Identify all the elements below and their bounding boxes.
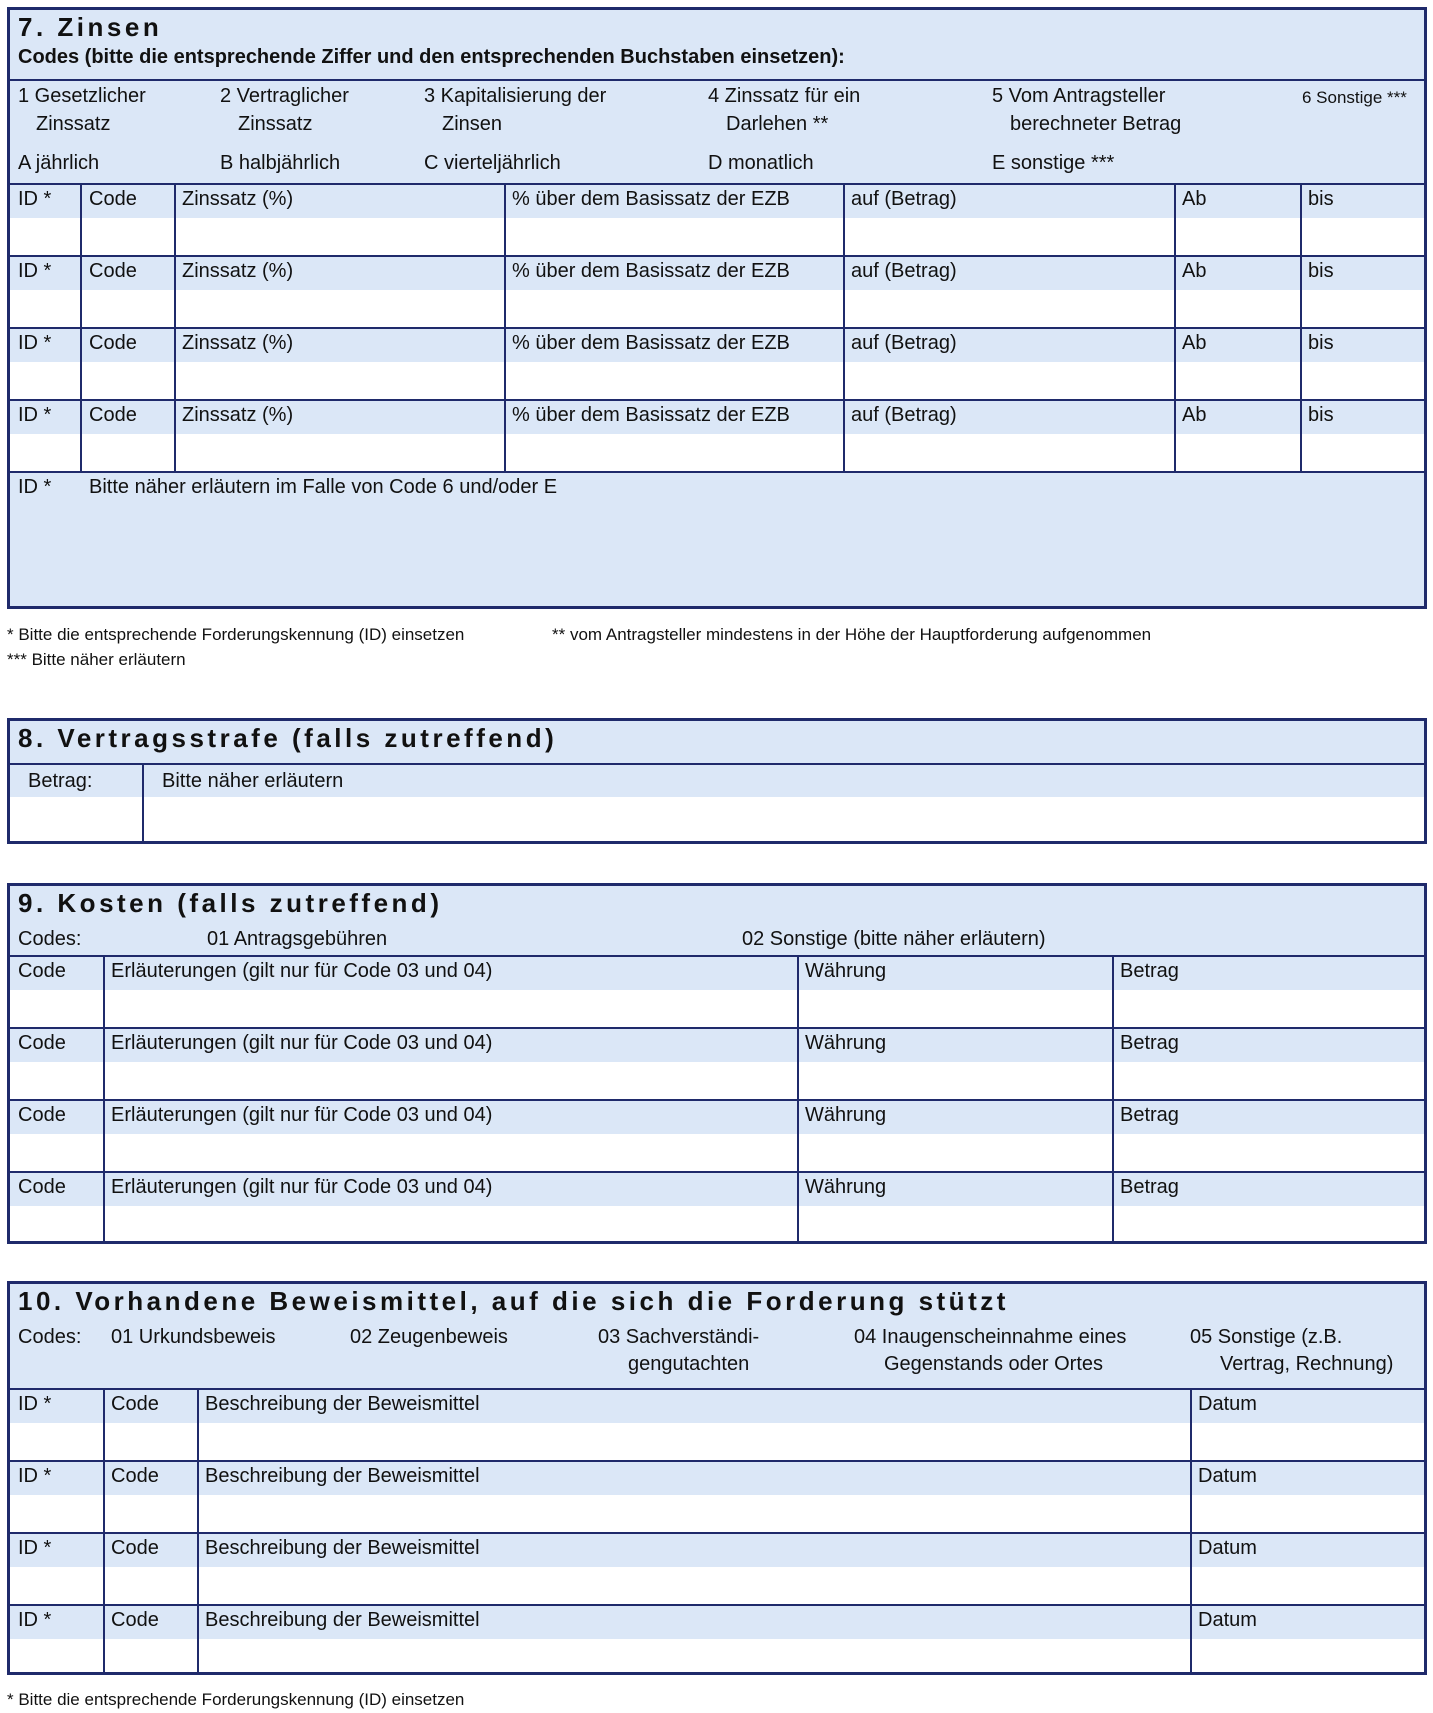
interest-from-field-4[interactable]: Ab — [1182, 404, 1207, 426]
penalty-explain-field[interactable]: Bitte näher erläutern — [162, 770, 344, 792]
interest-amount-field-3[interactable]: auf (Betrag) — [851, 332, 957, 354]
code-e: E sonstige *** — [992, 152, 1115, 174]
evidence-code-field-3[interactable]: Code — [111, 1537, 159, 1559]
interest-id-field-1[interactable]: ID * — [18, 188, 52, 210]
interest-ecb-field-2[interactable]: % über dem Basissatz der EZB — [512, 260, 790, 282]
interest-to-field-2[interactable]: bis — [1308, 260, 1334, 282]
evidence-code-3-line1: 03 Sachverständi- — [598, 1326, 760, 1348]
footnote-loan: ** vom Antragsteller mindestens in der Höhe der Hauptforderung aufgenommen — [552, 625, 1152, 644]
code-c: C vierteljährlich — [424, 152, 561, 174]
section-8-penalty — [7, 718, 1427, 844]
code-2-line1: 2 Vertraglicher — [220, 85, 349, 107]
footnote-evidence-id: * Bitte die entsprechende Forderungskennung (ID) einsetzen — [7, 1690, 465, 1709]
evidence-code-4-line1: 04 Inaugenscheinnahme eines — [854, 1326, 1127, 1348]
evidence-description-field-1[interactable]: Beschreibung der Beweismittel — [205, 1393, 480, 1415]
interest-id-field-2[interactable]: ID * — [18, 260, 52, 282]
code-4-line1: 4 Zinssatz für ein — [708, 85, 861, 107]
code-b: B halbjährlich — [220, 152, 341, 174]
cost-explain-field-2[interactable]: Erläuterungen (gilt nur für Code 03 und 04) — [111, 1032, 493, 1054]
cost-code-field-4[interactable]: Code — [18, 1176, 66, 1198]
evidence-description-field-3[interactable]: Beschreibung der Beweismittel — [205, 1537, 480, 1559]
interest-from-field-2[interactable]: Ab — [1182, 260, 1207, 282]
interest-rate-field-1[interactable]: Zinssatz (%) — [182, 188, 294, 210]
footnote-id: * Bitte die entsprechende Forderungskennung (ID) einsetzen — [7, 625, 465, 644]
interest-from-field-1[interactable]: Ab — [1182, 188, 1207, 210]
interest-amount-field-4[interactable]: auf (Betrag) — [851, 404, 957, 426]
code-5-line1: 5 Vom Antragsteller — [992, 85, 1166, 107]
interest-code-field-3[interactable]: Code — [89, 332, 137, 354]
evidence-id-field-1[interactable]: ID * — [18, 1393, 52, 1415]
code-1-line2: Zinssatz — [36, 113, 111, 135]
cost-currency-field-4[interactable]: Währung — [805, 1176, 887, 1198]
cost-amount-field-3[interactable]: Betrag — [1120, 1104, 1179, 1126]
interest-code-field-1[interactable]: Code — [89, 188, 137, 210]
interest-ecb-field-1[interactable]: % über dem Basissatz der EZB — [512, 188, 790, 210]
costs-code-1: 01 Antragsgebühren — [207, 928, 388, 950]
code-5-line2: berechneter Betrag — [1010, 113, 1182, 135]
interest-amount-field-2[interactable]: auf (Betrag) — [851, 260, 957, 282]
cost-explain-field-1[interactable]: Erläuterungen (gilt nur für Code 03 und 04) — [111, 960, 493, 982]
interest-code-field-2[interactable]: Code — [89, 260, 137, 282]
cost-currency-field-2[interactable]: Währung — [805, 1032, 887, 1054]
evidence-date-field-2[interactable]: Datum — [1198, 1465, 1257, 1487]
code-3-line1: 3 Kapitalisierung der — [424, 85, 607, 107]
section-10-title: 10. Vorhandene Beweismittel, auf die sich die Forderung stützt — [18, 1286, 1009, 1316]
evidence-id-field-2[interactable]: ID * — [18, 1465, 52, 1487]
interest-rate-field-4[interactable]: Zinssatz (%) — [182, 404, 294, 426]
evidence-code-1: 01 Urkundsbeweis — [111, 1326, 276, 1348]
section-7-interest — [7, 7, 1427, 609]
evidence-code-3-line2: gengutachten — [628, 1353, 750, 1375]
cost-amount-field-1[interactable]: Betrag — [1120, 960, 1179, 982]
evidence-date-field-1[interactable]: Datum — [1198, 1393, 1257, 1415]
evidence-code-4-line2: Gegenstands oder Ortes — [884, 1353, 1104, 1375]
interest-rate-field-2[interactable]: Zinssatz (%) — [182, 260, 294, 282]
section-8-title: 8. Vertragsstrafe (falls zutreffend) — [18, 723, 558, 753]
code-1-line1: 1 Gesetzlicher — [18, 85, 146, 107]
interest-to-field-4[interactable]: bis — [1308, 404, 1334, 426]
footnote-explain: *** Bitte näher erläutern — [7, 650, 186, 669]
penalty-amount-field[interactable]: Betrag: — [28, 770, 93, 792]
cost-code-field-3[interactable]: Code — [18, 1104, 66, 1126]
cost-explain-field-4[interactable]: Erläuterungen (gilt nur für Code 03 und 04) — [111, 1176, 493, 1198]
section-7-subtitle: Codes (bitte die entsprechende Ziffer und den entsprechenden Buchstaben einsetzen): — [18, 46, 845, 68]
section-9-costs — [7, 883, 1427, 1244]
code-d: D monatlich — [708, 152, 814, 174]
evidence-code-field-2[interactable]: Code — [111, 1465, 159, 1487]
interest-ecb-field-3[interactable]: % über dem Basissatz der EZB — [512, 332, 790, 354]
cost-currency-field-1[interactable]: Währung — [805, 960, 887, 982]
section-7-title: 7. Zinsen — [18, 12, 163, 42]
evidence-codes-label: Codes: — [18, 1326, 82, 1348]
code-6: 6 Sonstige *** — [1302, 88, 1407, 107]
cost-amount-field-4[interactable]: Betrag — [1120, 1176, 1179, 1198]
section-10-evidence — [7, 1281, 1427, 1675]
interest-code-field-4[interactable]: Code — [89, 404, 137, 426]
costs-code-2: 02 Sonstige (bitte näher erläutern) — [742, 928, 1046, 950]
evidence-id-field-3[interactable]: ID * — [18, 1537, 52, 1559]
interest-ecb-field-4[interactable]: % über dem Basissatz der EZB — [512, 404, 790, 426]
interest-amount-field-1[interactable]: auf (Betrag) — [851, 188, 957, 210]
cost-currency-field-3[interactable]: Währung — [805, 1104, 887, 1126]
cost-code-field-1[interactable]: Code — [18, 960, 66, 982]
interest-from-field-3[interactable]: Ab — [1182, 332, 1207, 354]
section-9-title: 9. Kosten (falls zutreffend) — [18, 888, 443, 918]
interest-explain-label: Bitte näher erläutern im Falle von Code 6 und/oder E — [89, 476, 558, 498]
interest-to-field-1[interactable]: bis — [1308, 188, 1334, 210]
evidence-code-2: 02 Zeugenbeweis — [350, 1326, 508, 1348]
evidence-code-field-4[interactable]: Code — [111, 1609, 159, 1631]
cost-explain-field-3[interactable]: Erläuterungen (gilt nur für Code 03 und 04) — [111, 1104, 493, 1126]
cost-code-field-2[interactable]: Code — [18, 1032, 66, 1054]
code-3-line2: Zinsen — [442, 113, 503, 135]
interest-id-field-4[interactable]: ID * — [18, 404, 52, 426]
interest-rate-field-3[interactable]: Zinssatz (%) — [182, 332, 294, 354]
costs-codes-label: Codes: — [18, 928, 82, 950]
cost-amount-field-2[interactable]: Betrag — [1120, 1032, 1179, 1054]
interest-explain-id: ID * — [18, 476, 52, 498]
evidence-description-field-4[interactable]: Beschreibung der Beweismittel — [205, 1609, 480, 1631]
code-2-line2: Zinssatz — [238, 113, 313, 135]
interest-id-field-3[interactable]: ID * — [18, 332, 52, 354]
interest-to-field-3[interactable]: bis — [1308, 332, 1334, 354]
evidence-code-field-1[interactable]: Code — [111, 1393, 159, 1415]
evidence-description-field-2[interactable]: Beschreibung der Beweismittel — [205, 1465, 480, 1487]
evidence-date-field-3[interactable]: Datum — [1198, 1537, 1257, 1559]
evidence-id-field-4[interactable]: ID * — [18, 1609, 52, 1631]
evidence-code-5-line1: 05 Sonstige (z.B. — [1190, 1326, 1343, 1348]
code-4-line2: Darlehen ** — [726, 113, 829, 135]
code-a: A jährlich — [18, 152, 100, 174]
evidence-code-5-line2: Vertrag, Rechnung) — [1220, 1353, 1394, 1375]
evidence-date-field-4[interactable]: Datum — [1198, 1609, 1257, 1631]
